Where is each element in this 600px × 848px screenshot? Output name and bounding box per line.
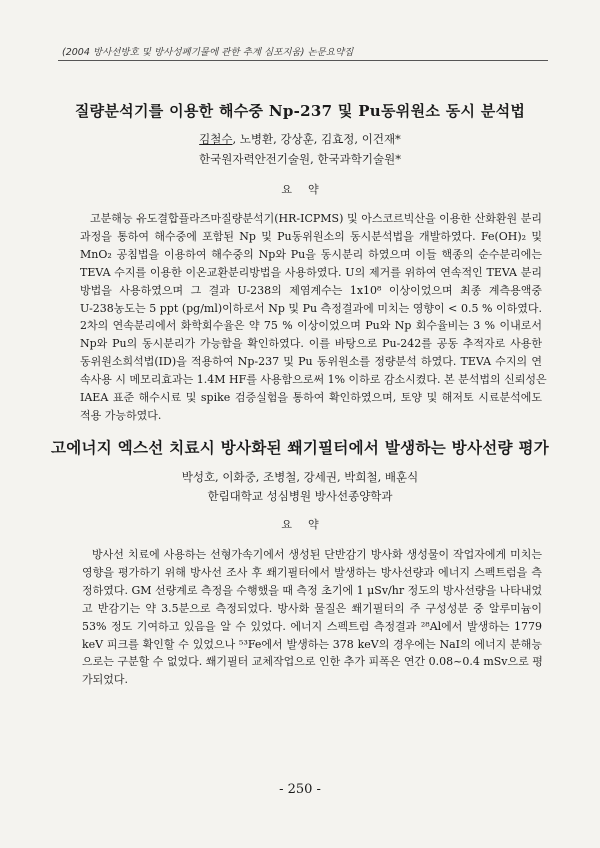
article1-title: 질량분석기를 이용한 해수중 Np-237 및 Pu동위원소 동시 분석법 bbox=[74, 102, 526, 120]
article1-line: 방법을 사용하였으며 그 결과 U-238의 제염계수는 1x10⁸ 이상이었으며 최종 계측용액중 bbox=[80, 283, 542, 297]
page-number: - 250 - bbox=[279, 782, 321, 797]
article2-line: keV 피크를 확인할 수 있었으나 ⁵³Fe에서 발생하는 378 keV의 경우에는 NaI의 에너지 분해능 bbox=[82, 637, 542, 651]
article2-line: 정하였다. GM 선량계로 측정을 수행했을 때 측정 초기에 1 μSv/hr 정도의 방사선량을 나타내었 bbox=[82, 583, 543, 597]
article1-line: 동위원소희석법(ID)을 적용하여 Np-237 및 Pu 동위원소를 정량분석 하였다. TEVA 수지의 연 bbox=[80, 355, 542, 369]
article1-line: MnO₂ 공침법을 이용하여 해수중의 Np와 Pu을 동시분리 하였으며 이들 핵종의 순수분리에는 bbox=[80, 247, 542, 261]
article2-title: 고에너지 엑스선 치료시 방사화된 쐐기필터에서 발생하는 방사선량 평가 bbox=[50, 438, 550, 457]
article1-line: 2차의 연속분리에서 화학회수율은 약 75 % 이상이었으며 Pu와 Np 회수율비는 3 % 이내로서 bbox=[80, 319, 542, 333]
article1-line: Np와 Pu의 동시분리가 가능함을 확인하였다. 이를 바탕으로 Pu-242를 공동 추적자로 사용한 bbox=[80, 337, 542, 351]
article2-line: 53% 정도 기여하고 있음을 알 수 있었다. 에너지 스펙트럼 측정결과 ²⁸Al에서 발생하는 1779 bbox=[82, 619, 542, 633]
article1-line: IAEA 표준 해수시료 및 spike 검증실험을 통하여 확인하였으며, 토양 및 해저토 시료분석에도 bbox=[80, 391, 542, 405]
proceedings-header: (2004 방사선방호 및 방사성폐기물에 관한 추계 심포지움) 논문요약집 bbox=[62, 47, 354, 58]
article1-presenting-author: 김철수 bbox=[199, 132, 233, 146]
article1-line: TEVA 수지를 이용한 이온교환분리방법을 사용하였다. U의 제거를 위하여 연속적인 TEVA 분리 bbox=[80, 265, 542, 279]
article2-abstract bbox=[82, 546, 542, 689]
article1-line: 과정을 통하여 해수중에 포함된 Np 및 Pu동위원소의 동시분석법을 개발하였다. Fe(OH)₂ 및 bbox=[80, 229, 542, 243]
article1-line: 속사용 시 메모리효과는 1.4M HF를 사용함으로써 1% 이하로 감소시켰다. 본 분석법의 신뢰성은 bbox=[80, 373, 547, 387]
article2-line: 방사선 치료에 사용하는 선형가속기에서 생성된 단반감기 방사화 생성물이 작업자에게 미치는 bbox=[92, 548, 542, 561]
article2-affiliation: 한림대학교 성심병원 방사선종양학과 bbox=[207, 489, 393, 503]
article1-line: 고분해능 유도결합플라즈마질량분석기(HR-ICPMS) 및 아스코르빅산을 이용한 산화환원 분리 bbox=[90, 212, 542, 225]
article1-affiliation: 한국원자력안전기술원, 한국과학기술원* bbox=[199, 152, 401, 166]
article2-summary-label: 요약 bbox=[281, 518, 335, 531]
header-rule bbox=[58, 60, 548, 61]
article2-line: 영향을 평가하기 위해 방사선 조사 후 쐐기필터에서 발생하는 방사선량과 에너지 스펙트럼을 측 bbox=[82, 565, 542, 579]
article2-authors: 박성호, 이화중, 조병철, 강세권, 박희철, 배훈식 bbox=[181, 470, 419, 484]
article2-line: 고 반감기는 약 3.5분으로 측정되었다. 방사화 물질은 쐐기필터의 주 구성성분 중 알루미늄이 bbox=[82, 601, 542, 615]
article1-coauthors: , 노병환, 강상훈, 김효정, 이건재* bbox=[232, 132, 401, 146]
article2-line: 가되었다. bbox=[82, 673, 129, 687]
article1-line: 적용 가능하였다. bbox=[80, 408, 162, 422]
article2-line: 으로는 구분할 수 없었다. 쐐기필터 교체작업으로 인한 추가 피폭은 연간 0.08~0.4 mSv으로 평 bbox=[82, 655, 543, 669]
article1-line: U-238농도는 5 ppt (pg/ml)이하로서 Np 및 Pu 측정결과에 미치는 영향이 < 0.5 % 이하였다. bbox=[80, 301, 542, 315]
article1-summary-label: 요약 bbox=[281, 183, 335, 196]
article1-abstract bbox=[80, 210, 547, 425]
article1-authors bbox=[0, 131, 600, 147]
